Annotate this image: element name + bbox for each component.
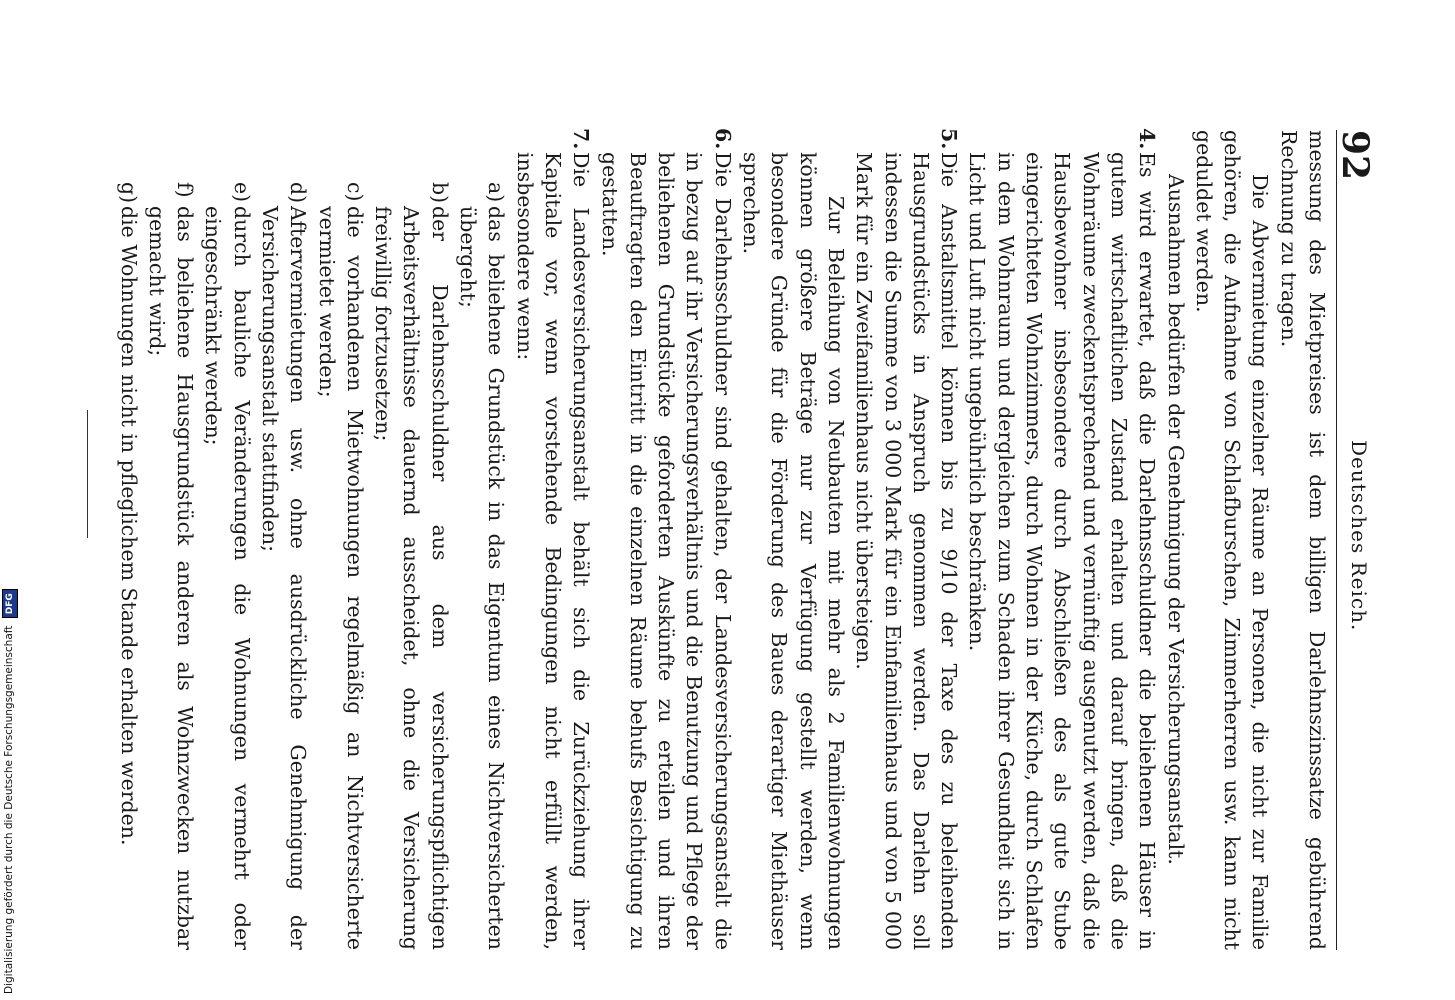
body-text xyxy=(87,130,1331,950)
paragraph-intro: messung des Mietpreises ist dem billigen Darlehnszinssatze gebührend Rechnung zu tragen. xyxy=(1276,130,1329,950)
digitization-credit xyxy=(2,589,18,994)
subitem-label: d) xyxy=(286,182,311,204)
item-7-number: 7. xyxy=(569,128,594,150)
subitem-label: e) xyxy=(229,182,254,203)
item-4 xyxy=(963,130,1161,950)
subitem-text: die vorhandenen Mietwohnungen regelmäßig an Nichtversicherte vermietet werden; xyxy=(314,206,367,950)
subitem xyxy=(454,130,511,950)
subitem-label: c) xyxy=(342,182,367,202)
closing-rule xyxy=(87,410,88,538)
subitem xyxy=(199,130,256,950)
subitem-text: das beliehene Hausgrundstück anderen als Wohnzwecken nutzbar gemacht wird; xyxy=(144,206,198,950)
paragraph-afterrent: Die Abvermietung einzelner Räume an Personen, die nicht zur Familie gehören, die Aufnahme von Schlafburschen, Zimmerherren usw. kann nicht geduldet werden. xyxy=(1191,130,1273,950)
paragraph-exceptions: Ausnahmen bedürfen der Genehmigung der Versicherungsanstalt. xyxy=(1163,174,1188,865)
running-header: Deutsches Reich. xyxy=(1347,440,1371,632)
dfg-logo: DFG xyxy=(2,589,18,618)
item-5 xyxy=(850,130,963,950)
item-5-text: Die Anstaltsmittel können bis zu 9/10 der Taxe des zu beleihenden Hausgrundstücks in Anspruch genommen werden. Das Darlehn soll indessen die Summe von 3 000 Mark für ein Einfamilienhaus und von 5 000 Mark für ein Zweifamilienhaus nicht übersteigen. xyxy=(852,152,962,950)
subitem-label: g) xyxy=(116,182,141,204)
subitem-text: der Darlehnsschuldner aus dem versicherungspflichtigen Arbeitsverhältnisse dauernd ausscheidet, ohne die Versicherung freiwillig fortzusetzen; xyxy=(371,206,452,950)
item-7-text: Die Landesversicherungsanstalt behält sich die Zurückziehung ihrer Kapitale vor, wenn vorstehende Bedingungen nicht erfüllt werden, insbesondere wenn: xyxy=(512,152,594,950)
item-6-number: 6. xyxy=(710,128,735,150)
subitem xyxy=(143,130,200,950)
item-5-continuation: Zur Beleihung von Neubauten mit mehr als 2 Familienwohnungen können größere Beträge nur zur Verfügung gestellt werden, wenn besondere Gründe für die Förderung des Baues derartiger Miethäuser sprechen. xyxy=(739,152,848,950)
subitem-label: b) xyxy=(427,182,452,204)
header-rule xyxy=(1336,130,1337,950)
digitization-credit-text: Digitalisierung gefördert durch die Deutsche Forschungsgemeinschaft xyxy=(3,625,15,994)
subitem xyxy=(256,130,313,950)
item-5-number: 5. xyxy=(937,128,962,150)
item-4-number: 4. xyxy=(1135,128,1160,150)
item-6 xyxy=(595,130,736,950)
subitem-label: f) xyxy=(173,182,198,198)
page-number: 92 xyxy=(1334,130,1376,181)
subitem-text: die Wohnungen nicht in pfleglichem Stande erhalten werden. xyxy=(116,206,141,846)
item-6-text: Die Darlehnsschuldner sind gehalten, der Landesversicherungsanstalt die in bezug auf ihr Versicherungsverhältnis und die Benutzung und Pflege der beliehenen Grundstücke geforderten Auskünfte zu erteilen und ihren Beauftragten den Eintritt in die einzelnen Räume behufs Besichtigung zu gestatten. xyxy=(597,152,735,950)
item-7 xyxy=(510,130,595,950)
subitem xyxy=(312,130,369,950)
subitem-label: a) xyxy=(484,182,509,203)
subitem xyxy=(114,130,142,950)
subitem-text: das beliehene Grundstück in das Eigentum eines Nichtversicherten übergeht; xyxy=(456,206,509,950)
subitem xyxy=(369,130,454,950)
subitem-text: durch bauliche Veränderungen die Wohnungen vermehrt oder eingeschränkt werden; xyxy=(201,206,254,950)
subitem-text: Aftervermietungen usw. ohne ausdrückliche Genehmigung der Versicherungsanstalt stattfinden; xyxy=(258,206,311,950)
item-4-text: Es wird erwartet, daß die Darlehnsschuldner die beliehenen Häuser in gutem wirtschaftlichen Zustand erhalten und darauf bringen, daß die Wohnräume zweckentsprechend und vernünftig ausgenutzt werden, daß die Hausbewohner insbesondere durch Abschließen des als gute Stube eingerichteten Wohnzimmers, durch Wohnen in der Küche, durch Schlafen in dem Wohnraum und dergleichen zum Schaden ihrer Gesundheit sich in Licht und Luft nicht ungebührlich beschränken. xyxy=(965,152,1160,950)
